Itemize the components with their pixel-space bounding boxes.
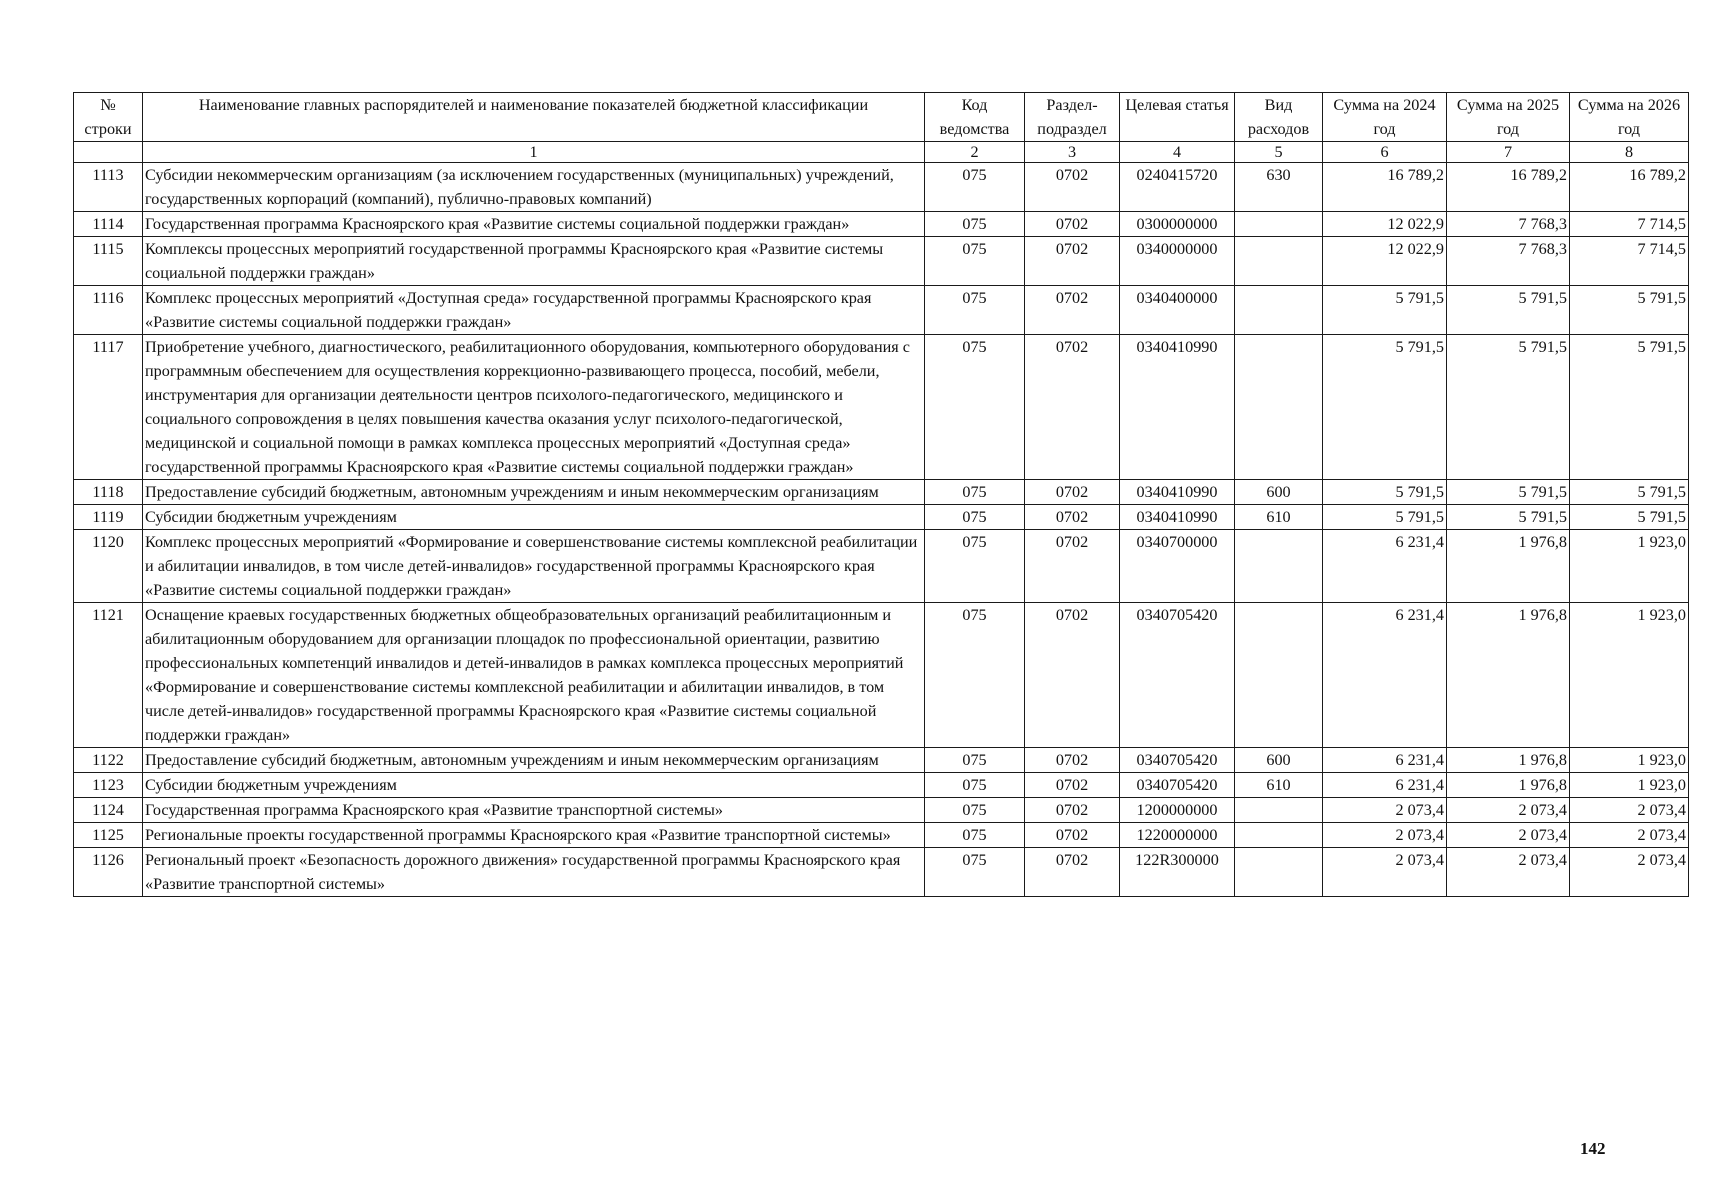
sum-2024: 5 791,5 — [1323, 480, 1447, 505]
sum-2024: 5 791,5 — [1323, 286, 1447, 335]
page-number: 142 — [1580, 1139, 1606, 1158]
sum-2026: 2 073,4 — [1570, 798, 1689, 823]
sum-2024: 2 073,4 — [1323, 823, 1447, 848]
kod-vedomstva: 075 — [925, 505, 1025, 530]
kod-vedomstva: 075 — [925, 163, 1025, 212]
row-name: Субсидии бюджетным учреждениям — [143, 773, 925, 798]
sum-2026: 7 714,5 — [1570, 237, 1689, 286]
table-row — [74, 773, 1689, 798]
row-name: Комплекс процессных мероприятий «Доступная среда» государственной программы Красноярского края «Развитие системы социальной поддержки граждан» — [143, 286, 925, 335]
table-row — [74, 286, 1689, 335]
sum-2025: 5 791,5 — [1447, 480, 1570, 505]
row-name: Региональный проект «Безопасность дорожного движения» государственной программы Красноярского края «Развитие транспортной системы» — [143, 848, 925, 897]
column-number: 7 — [1447, 142, 1570, 163]
header-sum-2025: Сумма на 2025 год — [1447, 93, 1570, 142]
header-sum-2024: Сумма на 2024 год — [1323, 93, 1447, 142]
razdel-podrazdel: 0702 — [1025, 163, 1120, 212]
row-name: Приобретение учебного, диагностического, реабилитационного оборудования, компьютерного оборудования с программным обеспечением для осуществления коррекционно-развивающего процесса, пособий, мебели, инструментария для организации деятельности центров психолого-педагогического, медицинского и социального сопровождения в целях повышения качества оказания услуг психолого-педагогической, медицинской и социальной помощи в рамках комплекса процессных мероприятий «Доступная среда» государственной программы Красноярского края «Развитие системы социальной поддержки граждан» — [143, 335, 925, 480]
celevaya-statya: 0340705420 — [1120, 748, 1235, 773]
sum-2024: 6 231,4 — [1323, 530, 1447, 603]
vid-rashodov — [1235, 212, 1323, 237]
celevaya-statya: 0300000000 — [1120, 212, 1235, 237]
vid-rashodov — [1235, 603, 1323, 748]
row-number: 1125 — [74, 823, 143, 848]
vid-rashodov — [1235, 823, 1323, 848]
row-number: 1113 — [74, 163, 143, 212]
kod-vedomstva: 075 — [925, 530, 1025, 603]
vid-rashodov: 610 — [1235, 773, 1323, 798]
header-cel-st: Целевая статья — [1120, 93, 1235, 142]
table-row — [74, 163, 1689, 212]
celevaya-statya: 122R300000 — [1120, 848, 1235, 897]
row-number: 1114 — [74, 212, 143, 237]
kod-vedomstva: 075 — [925, 798, 1025, 823]
sum-2024: 12 022,9 — [1323, 212, 1447, 237]
razdel-podrazdel: 0702 — [1025, 237, 1120, 286]
kod-vedomstva: 075 — [925, 335, 1025, 480]
table-row — [74, 212, 1689, 237]
column-number: 3 — [1025, 142, 1120, 163]
sum-2025: 5 791,5 — [1447, 335, 1570, 480]
header-sum-2026: Сумма на 2026 год — [1570, 93, 1689, 142]
celevaya-statya: 0340410990 — [1120, 335, 1235, 480]
header-kod-ved: Код ведомства — [925, 93, 1025, 142]
sum-2026: 1 923,0 — [1570, 530, 1689, 603]
sum-2026: 1 923,0 — [1570, 748, 1689, 773]
razdel-podrazdel: 0702 — [1025, 335, 1120, 480]
row-name: Субсидии бюджетным учреждениям — [143, 505, 925, 530]
row-number: 1116 — [74, 286, 143, 335]
sum-2025: 1 976,8 — [1447, 773, 1570, 798]
row-number: 1126 — [74, 848, 143, 897]
column-number: 6 — [1323, 142, 1447, 163]
vid-rashodov: 600 — [1235, 480, 1323, 505]
sum-2025: 2 073,4 — [1447, 798, 1570, 823]
column-number: 5 — [1235, 142, 1323, 163]
vid-rashodov: 610 — [1235, 505, 1323, 530]
sum-2024: 12 022,9 — [1323, 237, 1447, 286]
table-row — [74, 848, 1689, 897]
vid-rashodov — [1235, 237, 1323, 286]
celevaya-statya: 0340410990 — [1120, 480, 1235, 505]
table-row — [74, 237, 1689, 286]
table-row — [74, 823, 1689, 848]
sum-2025: 1 976,8 — [1447, 603, 1570, 748]
celevaya-statya: 0340000000 — [1120, 237, 1235, 286]
sum-2024: 5 791,5 — [1323, 505, 1447, 530]
kod-vedomstva: 075 — [925, 848, 1025, 897]
row-name: Государственная программа Красноярского края «Развитие транспортной системы» — [143, 798, 925, 823]
table-row — [74, 748, 1689, 773]
row-number: 1122 — [74, 748, 143, 773]
razdel-podrazdel: 0702 — [1025, 286, 1120, 335]
row-name: Оснащение краевых государственных бюджетных общеобразовательных организаций реабилитационным и абилитационным оборудованием для организации площадок по профессиональной ориентации, развитию профессиональных компетенций инвалидов и детей-инвалидов в рамках комплекса процессных мероприятий «Формирование и совершенствование системы комплексной реабилитации и абилитации инвалидов, в том числе детей-инвалидов» государственной программы Красноярского края «Развитие системы социальной поддержки граждан» — [143, 603, 925, 748]
row-number: 1118 — [74, 480, 143, 505]
table-row — [74, 505, 1689, 530]
sum-2025: 5 791,5 — [1447, 505, 1570, 530]
razdel-podrazdel: 0702 — [1025, 505, 1120, 530]
table-row — [74, 798, 1689, 823]
celevaya-statya: 1220000000 — [1120, 823, 1235, 848]
row-name: Региональные проекты государственной программы Красноярского края «Развитие транспортной системы» — [143, 823, 925, 848]
kod-vedomstva: 075 — [925, 748, 1025, 773]
row-name: Предоставление субсидий бюджетным, автономным учреждениям и иным некоммерческим организациям — [143, 748, 925, 773]
sum-2025: 5 791,5 — [1447, 286, 1570, 335]
kod-vedomstva: 075 — [925, 823, 1025, 848]
sum-2024: 5 791,5 — [1323, 335, 1447, 480]
sum-2026: 16 789,2 — [1570, 163, 1689, 212]
sum-2024: 6 231,4 — [1323, 748, 1447, 773]
celevaya-statya: 0240415720 — [1120, 163, 1235, 212]
razdel-podrazdel: 0702 — [1025, 848, 1120, 897]
column-number: 4 — [1120, 142, 1235, 163]
celevaya-statya: 0340705420 — [1120, 773, 1235, 798]
table-row — [74, 480, 1689, 505]
sum-2026: 1 923,0 — [1570, 773, 1689, 798]
row-name: Государственная программа Красноярского края «Развитие системы социальной поддержки граждан» — [143, 212, 925, 237]
row-number: 1121 — [74, 603, 143, 748]
sum-2025: 1 976,8 — [1447, 530, 1570, 603]
column-number: 1 — [143, 142, 925, 163]
row-number: 1117 — [74, 335, 143, 480]
row-name: Комплекс процессных мероприятий «Формирование и совершенствование системы комплексной реабилитации и абилитации инвалидов, в том числе детей-инвалидов» государственной программы Красноярского края «Развитие системы социальной поддержки граждан» — [143, 530, 925, 603]
kod-vedomstva: 075 — [925, 212, 1025, 237]
sum-2026: 5 791,5 — [1570, 505, 1689, 530]
razdel-podrazdel: 0702 — [1025, 212, 1120, 237]
header-name: Наименование главных распорядителей и наименование показателей бюджетной классификации — [143, 93, 925, 142]
column-number: 2 — [925, 142, 1025, 163]
celevaya-statya: 0340700000 — [1120, 530, 1235, 603]
row-number: 1123 — [74, 773, 143, 798]
column-number: 8 — [1570, 142, 1689, 163]
header-razdel: Раздел-подраздел — [1025, 93, 1120, 142]
vid-rashodov — [1235, 530, 1323, 603]
sum-2025: 7 768,3 — [1447, 237, 1570, 286]
kod-vedomstva: 075 — [925, 603, 1025, 748]
row-number: 1115 — [74, 237, 143, 286]
celevaya-statya: 0340410990 — [1120, 505, 1235, 530]
sum-2025: 2 073,4 — [1447, 823, 1570, 848]
razdel-podrazdel: 0702 — [1025, 798, 1120, 823]
vid-rashodov: 630 — [1235, 163, 1323, 212]
row-name: Предоставление субсидий бюджетным, автономным учреждениям и иным некоммерческим организациям — [143, 480, 925, 505]
table-body — [74, 163, 1689, 897]
kod-vedomstva: 075 — [925, 286, 1025, 335]
sum-2025: 2 073,4 — [1447, 848, 1570, 897]
celevaya-statya: 1200000000 — [1120, 798, 1235, 823]
column-number-blank — [74, 142, 143, 163]
table-header — [74, 93, 1689, 163]
table-row — [74, 530, 1689, 603]
sum-2025: 7 768,3 — [1447, 212, 1570, 237]
sum-2026: 5 791,5 — [1570, 286, 1689, 335]
kod-vedomstva: 075 — [925, 773, 1025, 798]
sum-2024: 6 231,4 — [1323, 773, 1447, 798]
row-name: Комплексы процессных мероприятий государственной программы Красноярского края «Развитие системы социальной поддержки граждан» — [143, 237, 925, 286]
sum-2026: 5 791,5 — [1570, 335, 1689, 480]
kod-vedomstva: 075 — [925, 480, 1025, 505]
kod-vedomstva: 075 — [925, 237, 1025, 286]
sum-2024: 6 231,4 — [1323, 603, 1447, 748]
row-number: 1120 — [74, 530, 143, 603]
vid-rashodov — [1235, 286, 1323, 335]
sum-2026: 2 073,4 — [1570, 848, 1689, 897]
header-row-no: № строки — [74, 93, 143, 142]
sum-2026: 5 791,5 — [1570, 480, 1689, 505]
sum-2026: 2 073,4 — [1570, 823, 1689, 848]
table-row — [74, 335, 1689, 480]
vid-rashodov: 600 — [1235, 748, 1323, 773]
sum-2024: 16 789,2 — [1323, 163, 1447, 212]
sum-2026: 7 714,5 — [1570, 212, 1689, 237]
vid-rashodov — [1235, 335, 1323, 480]
celevaya-statya: 0340705420 — [1120, 603, 1235, 748]
table-row — [74, 603, 1689, 748]
row-name: Субсидии некоммерческим организациям (за исключением государственных (муниципальных) учреждений, государственных корпораций (компаний), публично-правовых компаний) — [143, 163, 925, 212]
razdel-podrazdel: 0702 — [1025, 748, 1120, 773]
celevaya-statya: 0340400000 — [1120, 286, 1235, 335]
vid-rashodov — [1235, 798, 1323, 823]
razdel-podrazdel: 0702 — [1025, 480, 1120, 505]
razdel-podrazdel: 0702 — [1025, 773, 1120, 798]
column-number-row — [74, 142, 1689, 163]
sum-2025: 1 976,8 — [1447, 748, 1570, 773]
razdel-podrazdel: 0702 — [1025, 603, 1120, 748]
row-number: 1124 — [74, 798, 143, 823]
razdel-podrazdel: 0702 — [1025, 530, 1120, 603]
sum-2025: 16 789,2 — [1447, 163, 1570, 212]
sum-2024: 2 073,4 — [1323, 848, 1447, 897]
razdel-podrazdel: 0702 — [1025, 823, 1120, 848]
sum-2024: 2 073,4 — [1323, 798, 1447, 823]
header-vid-rash: Вид расходов — [1235, 93, 1323, 142]
vid-rashodov — [1235, 848, 1323, 897]
budget-table — [73, 92, 1689, 897]
sum-2026: 1 923,0 — [1570, 603, 1689, 748]
row-number: 1119 — [74, 505, 143, 530]
